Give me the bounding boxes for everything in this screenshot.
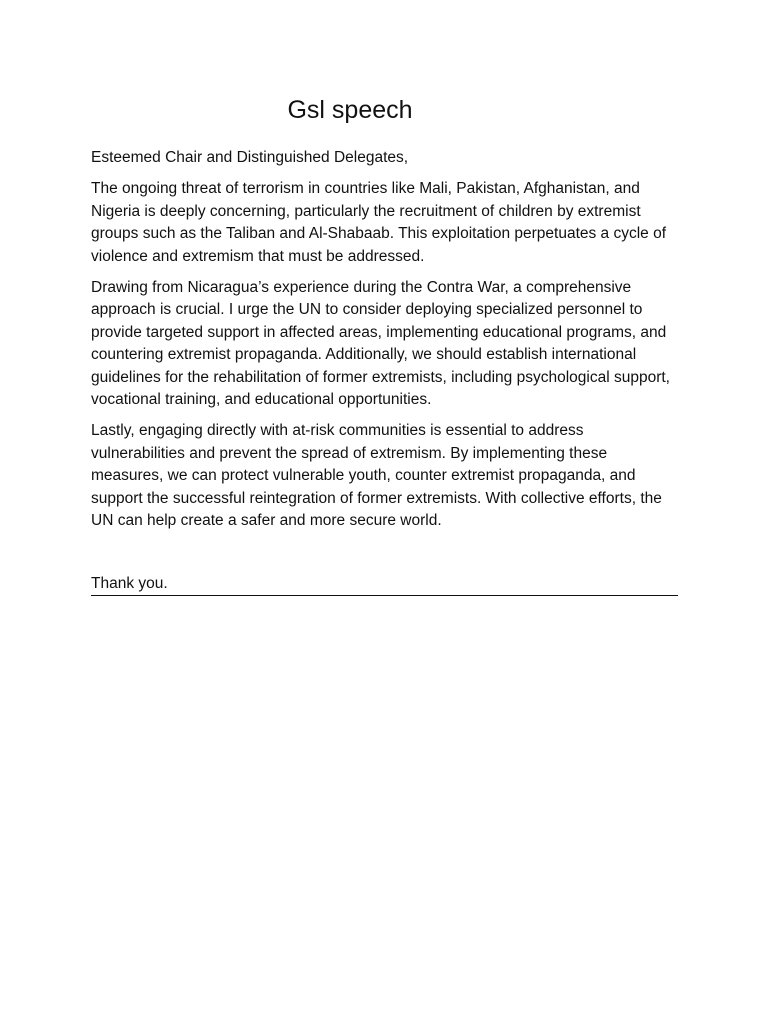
paragraph-communities: Lastly, engaging directly with at-risk communities is essential to address vulnerabilities and prevent the spread of extremism. By implementing these measures, we can protect vulnerable youth, counter extremist propaganda, and support the successful reintegration of former extremists. With collective efforts, the UN can help create a safer and more secure world. bbox=[91, 422, 662, 530]
paragraph-threat: The ongoing threat of terrorism in countries like Mali, Pakistan, Afghanistan, and Nigeria is deeply concerning, particularly the recruitment of children by extremist groups such as the Taliban and Al-Shabaab. This exploitation perpetuates a cycle of violence and extremism that must be addressed. bbox=[91, 180, 667, 265]
paragraph-approach: Drawing from Nicaragua’s experience during the Contra War, a comprehensive approach is crucial. I urge the UN to consider deploying specialized personnel to provide targeted support in affected areas, implementing educational programs, and countering extremist propaganda. Additionally, we should establish international guidelines for the rehabilitation of former extremists, including psychological support, vocational training, and educational opportunities. bbox=[91, 279, 670, 409]
closing-line: Thank you. bbox=[91, 573, 678, 596]
salutation: Esteemed Chair and Distinguished Delegates, bbox=[91, 149, 409, 166]
document-title: Gsl speech bbox=[287, 96, 413, 124]
document-body bbox=[91, 147, 681, 542]
